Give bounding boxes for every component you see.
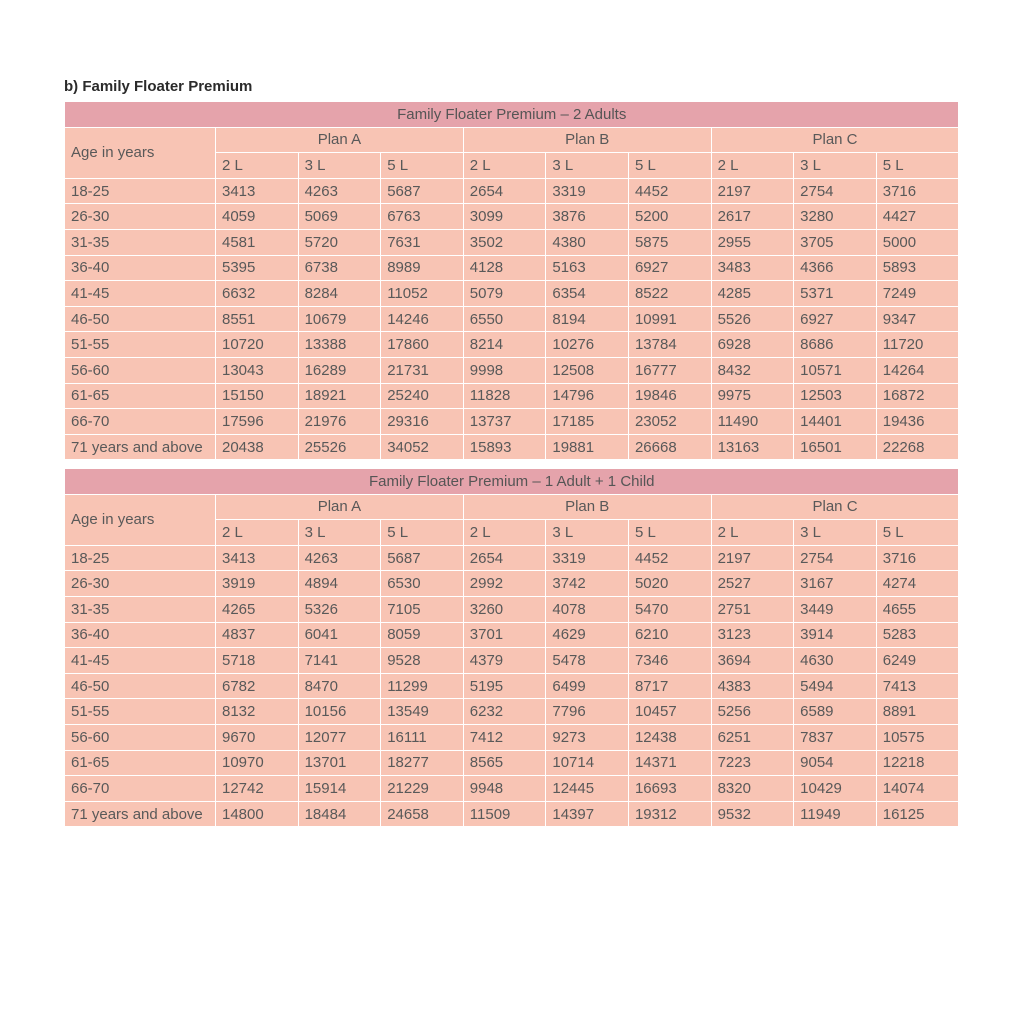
premium-cell: 14264 xyxy=(876,357,959,383)
premium-cell: 17596 xyxy=(216,409,299,435)
premium-cell: 2751 xyxy=(711,596,794,622)
premium-cell: 2197 xyxy=(711,178,794,204)
sum-insured-header: 3 L xyxy=(298,153,381,179)
premium-cell: 4265 xyxy=(216,596,299,622)
table-row xyxy=(65,306,959,332)
premium-cell: 8891 xyxy=(876,699,959,725)
table-body xyxy=(65,545,959,827)
premium-cell: 10457 xyxy=(628,699,711,725)
premium-cell: 2992 xyxy=(463,571,546,597)
sum-insured-header: 2 L xyxy=(216,520,299,546)
premium-cell: 5326 xyxy=(298,596,381,622)
premium-cell: 13737 xyxy=(463,409,546,435)
premium-cell: 18921 xyxy=(298,383,381,409)
premium-cell: 6589 xyxy=(794,699,877,725)
premium-cell: 19312 xyxy=(628,801,711,827)
premium-cell: 10575 xyxy=(876,724,959,750)
table-row xyxy=(65,409,959,435)
plan-header: Plan C xyxy=(711,494,959,520)
sum-insured-header: 3 L xyxy=(546,520,629,546)
premium-cell: 5079 xyxy=(463,281,546,307)
sum-insured-header: 2 L xyxy=(463,520,546,546)
premium-table-2-adults xyxy=(64,101,959,460)
premium-cell: 16111 xyxy=(381,724,464,750)
premium-cell: 22268 xyxy=(876,434,959,460)
premium-cell: 4629 xyxy=(546,622,629,648)
premium-cell: 8214 xyxy=(463,332,546,358)
premium-cell: 6928 xyxy=(711,332,794,358)
premium-cell: 21731 xyxy=(381,357,464,383)
premium-cell: 3876 xyxy=(546,204,629,230)
premium-cell: 13549 xyxy=(381,699,464,725)
premium-cell: 6249 xyxy=(876,648,959,674)
premium-cell: 18277 xyxy=(381,750,464,776)
age-band-cell: 31-35 xyxy=(65,596,216,622)
age-band-cell: 36-40 xyxy=(65,622,216,648)
premium-cell: 3919 xyxy=(216,571,299,597)
premium-cell: 3413 xyxy=(216,178,299,204)
age-band-cell: 61-65 xyxy=(65,750,216,776)
premium-cell: 34052 xyxy=(381,434,464,460)
premium-cell: 10276 xyxy=(546,332,629,358)
age-header: Age in years xyxy=(65,127,216,178)
premium-cell: 12508 xyxy=(546,357,629,383)
premium-cell: 5020 xyxy=(628,571,711,597)
premium-cell: 10679 xyxy=(298,306,381,332)
premium-cell: 8059 xyxy=(381,622,464,648)
premium-cell: 16125 xyxy=(876,801,959,827)
section-title: b) Family Floater Premium xyxy=(64,78,253,95)
premium-cell: 20438 xyxy=(216,434,299,460)
premium-cell: 9528 xyxy=(381,648,464,674)
premium-cell: 9054 xyxy=(794,750,877,776)
premium-cell: 6499 xyxy=(546,673,629,699)
table-row xyxy=(65,596,959,622)
table-row xyxy=(65,229,959,255)
premium-cell: 7105 xyxy=(381,596,464,622)
premium-cell: 3413 xyxy=(216,545,299,571)
premium-cell: 2654 xyxy=(463,178,546,204)
premium-cell: 3319 xyxy=(546,545,629,571)
premium-cell: 6927 xyxy=(794,306,877,332)
sum-insured-header: 3 L xyxy=(794,520,877,546)
sum-insured-header: 3 L xyxy=(794,153,877,179)
age-band-cell: 46-50 xyxy=(65,306,216,332)
premium-cell: 19881 xyxy=(546,434,629,460)
premium-cell: 8432 xyxy=(711,357,794,383)
premium-cell: 3123 xyxy=(711,622,794,648)
premium-cell: 5283 xyxy=(876,622,959,648)
premium-cell: 3319 xyxy=(546,178,629,204)
premium-cell: 9670 xyxy=(216,724,299,750)
premium-cell: 5526 xyxy=(711,306,794,332)
premium-cell: 8194 xyxy=(546,306,629,332)
premium-cell: 14796 xyxy=(546,383,629,409)
premium-cell: 16693 xyxy=(628,776,711,802)
premium-cell: 5478 xyxy=(546,648,629,674)
premium-cell: 12218 xyxy=(876,750,959,776)
premium-cell: 21976 xyxy=(298,409,381,435)
premium-cell: 5200 xyxy=(628,204,711,230)
premium-cell: 18484 xyxy=(298,801,381,827)
table-row xyxy=(65,434,959,460)
table-row xyxy=(65,204,959,230)
premium-cell: 14800 xyxy=(216,801,299,827)
premium-cell: 6738 xyxy=(298,255,381,281)
premium-cell: 13784 xyxy=(628,332,711,358)
premium-cell: 8522 xyxy=(628,281,711,307)
premium-cell: 13701 xyxy=(298,750,381,776)
premium-cell: 5687 xyxy=(381,178,464,204)
premium-table-1-adult-1-child xyxy=(64,468,959,827)
age-band-cell: 66-70 xyxy=(65,409,216,435)
table-row xyxy=(65,776,959,802)
premium-cell: 19436 xyxy=(876,409,959,435)
table-row xyxy=(65,724,959,750)
premium-cell: 7796 xyxy=(546,699,629,725)
premium-cell: 8686 xyxy=(794,332,877,358)
sum-insured-header: 3 L xyxy=(298,520,381,546)
sum-insured-header: 5 L xyxy=(628,153,711,179)
premium-cell: 11490 xyxy=(711,409,794,435)
premium-cell: 7141 xyxy=(298,648,381,674)
sum-insured-header: 5 L xyxy=(876,520,959,546)
premium-cell: 4581 xyxy=(216,229,299,255)
age-band-cell: 56-60 xyxy=(65,724,216,750)
table-row xyxy=(65,281,959,307)
premium-cell: 5718 xyxy=(216,648,299,674)
premium-cell: 8320 xyxy=(711,776,794,802)
premium-cell: 16872 xyxy=(876,383,959,409)
age-band-cell: 66-70 xyxy=(65,776,216,802)
premium-cell: 3260 xyxy=(463,596,546,622)
table-row xyxy=(65,255,959,281)
table-row xyxy=(65,648,959,674)
premium-cell: 4263 xyxy=(298,178,381,204)
premium-cell: 6550 xyxy=(463,306,546,332)
premium-cell: 5195 xyxy=(463,673,546,699)
age-band-cell: 56-60 xyxy=(65,357,216,383)
premium-cell: 4837 xyxy=(216,622,299,648)
premium-cell: 4452 xyxy=(628,178,711,204)
premium-cell: 10720 xyxy=(216,332,299,358)
premium-cell: 14397 xyxy=(546,801,629,827)
premium-cell: 4380 xyxy=(546,229,629,255)
premium-cell: 2955 xyxy=(711,229,794,255)
premium-cell: 11299 xyxy=(381,673,464,699)
premium-cell: 3694 xyxy=(711,648,794,674)
premium-cell: 3099 xyxy=(463,204,546,230)
premium-cell: 6210 xyxy=(628,622,711,648)
premium-cell: 7346 xyxy=(628,648,711,674)
premium-cell: 7249 xyxy=(876,281,959,307)
premium-cell: 10970 xyxy=(216,750,299,776)
premium-cell: 5163 xyxy=(546,255,629,281)
premium-cell: 13388 xyxy=(298,332,381,358)
premium-cell: 12077 xyxy=(298,724,381,750)
table-row xyxy=(65,178,959,204)
premium-cell: 10429 xyxy=(794,776,877,802)
premium-cell: 4655 xyxy=(876,596,959,622)
table-row xyxy=(65,699,959,725)
premium-cell: 6530 xyxy=(381,571,464,597)
premium-cell: 5893 xyxy=(876,255,959,281)
premium-cell: 4263 xyxy=(298,545,381,571)
premium-cell: 4452 xyxy=(628,545,711,571)
premium-cell: 3914 xyxy=(794,622,877,648)
premium-cell: 11828 xyxy=(463,383,546,409)
age-header: Age in years xyxy=(65,494,216,545)
premium-cell: 9273 xyxy=(546,724,629,750)
table-row xyxy=(65,571,959,597)
premium-cell: 4366 xyxy=(794,255,877,281)
premium-cell: 2527 xyxy=(711,571,794,597)
plan-header: Plan B xyxy=(463,127,711,153)
premium-cell: 4383 xyxy=(711,673,794,699)
plan-header: Plan B xyxy=(463,494,711,520)
premium-cell: 4285 xyxy=(711,281,794,307)
premium-cell: 10571 xyxy=(794,357,877,383)
premium-cell: 7413 xyxy=(876,673,959,699)
premium-cell: 14074 xyxy=(876,776,959,802)
premium-cell: 2654 xyxy=(463,545,546,571)
premium-cell: 7223 xyxy=(711,750,794,776)
premium-cell: 15893 xyxy=(463,434,546,460)
table-title: Family Floater Premium – 1 Adult + 1 Child xyxy=(65,469,959,495)
age-band-cell: 26-30 xyxy=(65,571,216,597)
premium-cell: 5069 xyxy=(298,204,381,230)
sum-insured-header: 5 L xyxy=(628,520,711,546)
age-band-cell: 46-50 xyxy=(65,673,216,699)
premium-cell: 7631 xyxy=(381,229,464,255)
premium-cell: 12742 xyxy=(216,776,299,802)
premium-cell: 6232 xyxy=(463,699,546,725)
premium-cell: 4630 xyxy=(794,648,877,674)
age-band-cell: 61-65 xyxy=(65,383,216,409)
premium-cell: 3280 xyxy=(794,204,877,230)
premium-cell: 2617 xyxy=(711,204,794,230)
premium-cell: 4128 xyxy=(463,255,546,281)
age-band-cell: 51-55 xyxy=(65,699,216,725)
sum-insured-header: 5 L xyxy=(381,153,464,179)
table-row xyxy=(65,545,959,571)
premium-cell: 14401 xyxy=(794,409,877,435)
premium-cell: 4379 xyxy=(463,648,546,674)
premium-cell: 6251 xyxy=(711,724,794,750)
premium-cell: 10156 xyxy=(298,699,381,725)
premium-cell: 3167 xyxy=(794,571,877,597)
premium-cell: 10991 xyxy=(628,306,711,332)
plan-header: Plan A xyxy=(216,127,464,153)
premium-cell: 7837 xyxy=(794,724,877,750)
premium-cell: 11720 xyxy=(876,332,959,358)
sum-insured-header: 2 L xyxy=(711,520,794,546)
premium-cell: 5720 xyxy=(298,229,381,255)
age-band-cell: 71 years and above xyxy=(65,434,216,460)
table-row xyxy=(65,332,959,358)
premium-cell: 6763 xyxy=(381,204,464,230)
table-row xyxy=(65,801,959,827)
premium-cell: 8565 xyxy=(463,750,546,776)
premium-cell: 8470 xyxy=(298,673,381,699)
premium-cell: 7412 xyxy=(463,724,546,750)
premium-cell: 4427 xyxy=(876,204,959,230)
premium-cell: 2754 xyxy=(794,545,877,571)
premium-cell: 5687 xyxy=(381,545,464,571)
sum-insured-header: 5 L xyxy=(876,153,959,179)
premium-cell: 8284 xyxy=(298,281,381,307)
premium-cell: 11509 xyxy=(463,801,546,827)
table-row xyxy=(65,622,959,648)
premium-cell: 5371 xyxy=(794,281,877,307)
premium-cell: 3483 xyxy=(711,255,794,281)
premium-cell: 2754 xyxy=(794,178,877,204)
premium-cell: 8132 xyxy=(216,699,299,725)
premium-cell: 5875 xyxy=(628,229,711,255)
age-band-cell: 71 years and above xyxy=(65,801,216,827)
premium-cell: 6354 xyxy=(546,281,629,307)
premium-cell: 3716 xyxy=(876,545,959,571)
premium-cell: 25526 xyxy=(298,434,381,460)
sum-insured-header: 2 L xyxy=(711,153,794,179)
premium-cell: 17185 xyxy=(546,409,629,435)
age-band-cell: 41-45 xyxy=(65,648,216,674)
premium-cell: 11949 xyxy=(794,801,877,827)
sum-insured-header: 2 L xyxy=(463,153,546,179)
premium-cell: 12438 xyxy=(628,724,711,750)
table-row xyxy=(65,750,959,776)
sum-insured-header: 3 L xyxy=(546,153,629,179)
premium-cell: 12445 xyxy=(546,776,629,802)
premium-cell: 3742 xyxy=(546,571,629,597)
table-title: Family Floater Premium – 2 Adults xyxy=(65,102,959,128)
sum-insured-header: 2 L xyxy=(216,153,299,179)
premium-cell: 9532 xyxy=(711,801,794,827)
premium-cell: 5494 xyxy=(794,673,877,699)
table-body xyxy=(65,178,959,460)
premium-cell: 14371 xyxy=(628,750,711,776)
premium-cell: 12503 xyxy=(794,383,877,409)
premium-cell: 8551 xyxy=(216,306,299,332)
premium-cell: 11052 xyxy=(381,281,464,307)
premium-cell: 9998 xyxy=(463,357,546,383)
age-band-cell: 18-25 xyxy=(65,178,216,204)
age-band-cell: 36-40 xyxy=(65,255,216,281)
premium-cell: 3716 xyxy=(876,178,959,204)
premium-cell: 25240 xyxy=(381,383,464,409)
premium-cell: 17860 xyxy=(381,332,464,358)
plan-header: Plan A xyxy=(216,494,464,520)
table-row xyxy=(65,383,959,409)
premium-cell: 5000 xyxy=(876,229,959,255)
premium-cell: 15150 xyxy=(216,383,299,409)
sum-insured-header: 5 L xyxy=(381,520,464,546)
premium-cell: 3502 xyxy=(463,229,546,255)
premium-cell: 8989 xyxy=(381,255,464,281)
age-band-cell: 18-25 xyxy=(65,545,216,571)
premium-cell: 3449 xyxy=(794,596,877,622)
premium-cell: 13043 xyxy=(216,357,299,383)
premium-cell: 16289 xyxy=(298,357,381,383)
premium-cell: 14246 xyxy=(381,306,464,332)
premium-cell: 29316 xyxy=(381,409,464,435)
premium-cell: 6782 xyxy=(216,673,299,699)
premium-cell: 9347 xyxy=(876,306,959,332)
premium-cell: 16777 xyxy=(628,357,711,383)
premium-cell: 19846 xyxy=(628,383,711,409)
premium-cell: 9975 xyxy=(711,383,794,409)
premium-cell: 4274 xyxy=(876,571,959,597)
premium-cell: 2197 xyxy=(711,545,794,571)
premium-cell: 3701 xyxy=(463,622,546,648)
premium-cell: 6041 xyxy=(298,622,381,648)
premium-cell: 15914 xyxy=(298,776,381,802)
premium-cell: 5256 xyxy=(711,699,794,725)
table-row xyxy=(65,673,959,699)
premium-cell: 8717 xyxy=(628,673,711,699)
premium-cell: 26668 xyxy=(628,434,711,460)
age-band-cell: 26-30 xyxy=(65,204,216,230)
premium-cell: 10714 xyxy=(546,750,629,776)
premium-cell: 5395 xyxy=(216,255,299,281)
premium-cell: 6927 xyxy=(628,255,711,281)
premium-cell: 4894 xyxy=(298,571,381,597)
premium-cell: 4059 xyxy=(216,204,299,230)
premium-cell: 4078 xyxy=(546,596,629,622)
plan-header: Plan C xyxy=(711,127,959,153)
premium-cell: 6632 xyxy=(216,281,299,307)
age-band-cell: 31-35 xyxy=(65,229,216,255)
age-band-cell: 51-55 xyxy=(65,332,216,358)
table-row xyxy=(65,357,959,383)
premium-cell: 9948 xyxy=(463,776,546,802)
premium-cell: 3705 xyxy=(794,229,877,255)
premium-cell: 24658 xyxy=(381,801,464,827)
premium-cell: 23052 xyxy=(628,409,711,435)
premium-cell: 21229 xyxy=(381,776,464,802)
age-band-cell: 41-45 xyxy=(65,281,216,307)
premium-cell: 16501 xyxy=(794,434,877,460)
premium-cell: 13163 xyxy=(711,434,794,460)
premium-cell: 5470 xyxy=(628,596,711,622)
